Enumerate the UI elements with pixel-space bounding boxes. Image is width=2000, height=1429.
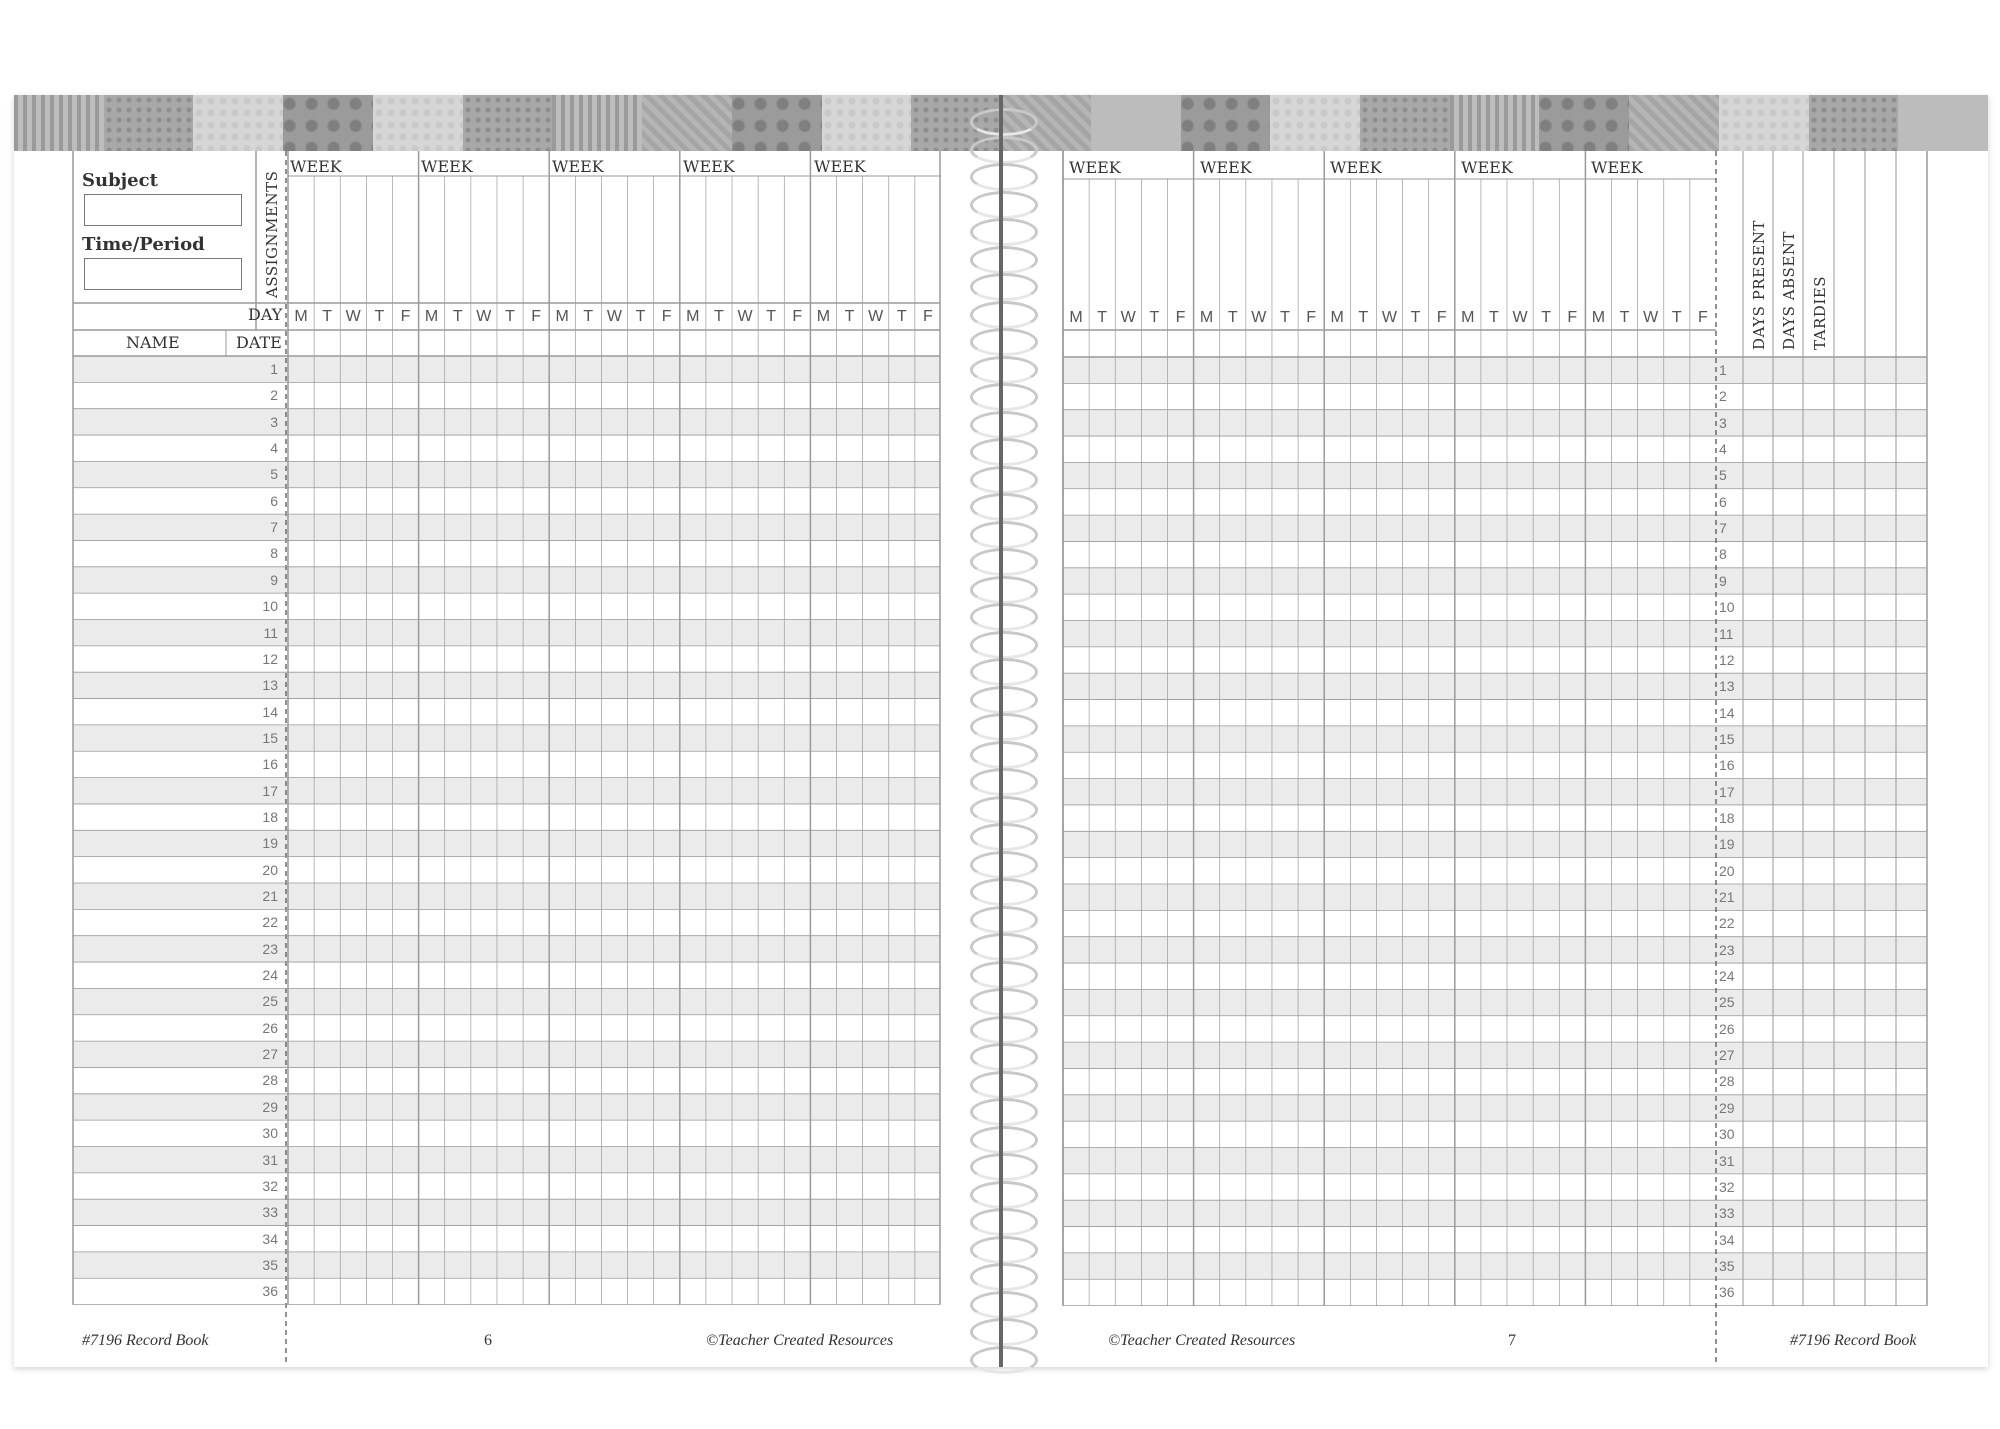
day-letter: M — [1330, 309, 1344, 326]
day-letter: W — [1512, 309, 1528, 326]
spiral-ring — [970, 108, 1038, 136]
spiral-ring — [970, 1126, 1038, 1154]
table-row — [1063, 1148, 1927, 1174]
table-row — [1063, 1095, 1927, 1121]
left-week-label-3: WEEK — [552, 157, 604, 176]
row-number: 3 — [270, 413, 278, 430]
table-row — [1063, 621, 1927, 647]
spiral-ring — [970, 796, 1038, 824]
row-number: 23 — [1719, 941, 1735, 958]
row-number: 36 — [262, 1283, 278, 1300]
day-letter: W — [1381, 309, 1397, 326]
day-letter: T — [766, 308, 777, 325]
day-letter: M — [424, 308, 439, 325]
subject-field[interactable] — [84, 194, 242, 226]
row-number: 7 — [270, 519, 278, 536]
row-number: 8 — [1719, 546, 1727, 563]
day-letter: F — [1567, 309, 1578, 326]
day-letter: F — [922, 308, 933, 325]
time-period-field[interactable] — [84, 258, 242, 290]
spiral-ring — [970, 631, 1038, 659]
row-number: 12 — [262, 650, 278, 667]
right-week-label-5: WEEK — [1591, 158, 1643, 177]
row-number: 28 — [1719, 1073, 1735, 1090]
row-number: 10 — [1719, 599, 1735, 616]
day-letter: T — [1671, 309, 1682, 326]
day-letter: T — [1227, 309, 1238, 326]
right-week-label-1: WEEK — [1069, 158, 1121, 177]
spiral-ring — [970, 273, 1038, 301]
spiral-ring — [970, 961, 1038, 989]
row-number: 13 — [1719, 678, 1735, 695]
day-letter: W — [1120, 309, 1136, 326]
row-number: 34 — [1719, 1231, 1735, 1248]
spiral-ring — [970, 411, 1038, 439]
spiral-ring — [970, 1071, 1038, 1099]
row-number: 26 — [1719, 1020, 1735, 1037]
row-number: 32 — [262, 1177, 278, 1194]
row-number: 3 — [1719, 414, 1727, 431]
row-number: 24 — [262, 967, 278, 984]
left-page-number: 6 — [484, 1332, 492, 1349]
spiral-ring — [970, 163, 1038, 191]
table-row — [1063, 568, 1927, 594]
right-footer-copyright: ©Teacher Created Resources — [1108, 1332, 1296, 1349]
left-week-label-4: WEEK — [683, 157, 735, 176]
row-number: 22 — [262, 914, 278, 931]
row-number: 23 — [262, 940, 278, 957]
day-letter: F — [400, 308, 411, 325]
row-number: 14 — [262, 703, 278, 720]
spine-fold — [999, 95, 1003, 1367]
time-period-label: Time/Period — [82, 234, 205, 255]
spiral-ring — [970, 1236, 1038, 1264]
day-letter: T — [452, 308, 463, 325]
table-row — [1063, 515, 1927, 541]
table-row — [1063, 937, 1927, 963]
day-letter: F — [1175, 309, 1186, 326]
day-letter: F — [1697, 309, 1708, 326]
spiral-ring — [970, 658, 1038, 686]
table-row — [1063, 831, 1927, 857]
right-page-number: 7 — [1508, 1332, 1516, 1349]
row-number: 13 — [262, 677, 278, 694]
day-letter: W — [606, 308, 622, 325]
spiral-ring — [970, 1016, 1038, 1044]
table-row — [1063, 673, 1927, 699]
table-row — [1063, 779, 1927, 805]
table-row — [1063, 989, 1927, 1015]
day-letter: W — [476, 308, 492, 325]
spiral-ring — [970, 1263, 1038, 1291]
spiral-ring — [970, 356, 1038, 384]
right-footer-book: #7196 Record Book — [1790, 1332, 1917, 1349]
spiral-ring — [970, 191, 1038, 219]
spiral-ring — [970, 1208, 1038, 1236]
right-week-label-2: WEEK — [1200, 158, 1252, 177]
day-letter: T — [1410, 309, 1421, 326]
row-number: 14 — [1719, 704, 1735, 721]
table-row — [1063, 1200, 1927, 1226]
row-number: 20 — [262, 861, 278, 878]
left-week-label-1: WEEK — [290, 157, 342, 176]
day-letter: T — [1541, 309, 1552, 326]
row-number: 22 — [1719, 915, 1735, 932]
row-number: 24 — [1719, 968, 1735, 985]
day-letter: W — [1643, 309, 1659, 326]
name-label: NAME — [126, 333, 180, 352]
day-letter: W — [1251, 309, 1267, 326]
spiral-ring — [970, 328, 1038, 356]
spiral-ring — [970, 576, 1038, 604]
row-number: 16 — [1719, 757, 1735, 774]
left-footer-copyright: ©Teacher Created Resources — [706, 1332, 894, 1349]
row-number: 25 — [1719, 994, 1735, 1011]
row-number: 25 — [262, 993, 278, 1010]
day-letter: W — [737, 308, 753, 325]
day-letter: M — [555, 308, 569, 325]
spiral-ring — [970, 823, 1038, 851]
row-number: 30 — [1719, 1126, 1735, 1143]
day-letter: T — [583, 308, 594, 325]
assignments-label: ASSIGNMENTS — [263, 170, 281, 298]
spiral-ring — [970, 851, 1038, 879]
day-letter: F — [531, 308, 541, 325]
left-week-label-2: WEEK — [421, 157, 473, 176]
day-letter: M — [1199, 309, 1214, 326]
row-number: 18 — [262, 808, 278, 825]
spiral-ring — [970, 713, 1038, 741]
spiral-ring — [970, 301, 1038, 329]
spiral-ring — [970, 1098, 1038, 1126]
row-number: 29 — [262, 1098, 278, 1115]
day-letter: W — [345, 308, 361, 325]
spiral-ring — [970, 218, 1038, 246]
date-label: DATE — [236, 333, 282, 352]
row-number: 11 — [263, 624, 278, 641]
row-number: 27 — [1719, 1047, 1735, 1064]
right-week-label-4: WEEK — [1461, 158, 1513, 177]
spiral-ring — [970, 383, 1038, 411]
row-number: 29 — [1719, 1099, 1735, 1116]
spiral-ring — [970, 1291, 1038, 1319]
day-letter: T — [635, 308, 646, 325]
day-letter: M — [816, 308, 831, 325]
row-number: 6 — [1719, 493, 1727, 510]
row-number: 5 — [1719, 467, 1727, 484]
spiral-ring — [970, 521, 1038, 549]
spiral-ring — [970, 1346, 1038, 1374]
spiral-ring — [970, 1181, 1038, 1209]
spiral-ring — [970, 988, 1038, 1016]
row-number: 15 — [1719, 730, 1735, 747]
spiral-ring — [970, 1153, 1038, 1181]
day-letter: T — [1619, 309, 1630, 326]
spiral-ring — [970, 768, 1038, 796]
row-number: 17 — [1719, 783, 1735, 800]
row-number: 10 — [262, 598, 278, 615]
spiral-ring — [970, 878, 1038, 906]
day-letter: T — [896, 308, 907, 325]
row-number: 34 — [262, 1230, 278, 1247]
spiral-ring — [970, 686, 1038, 714]
row-number: 31 — [262, 1151, 278, 1168]
day-letter: T — [1149, 309, 1160, 326]
row-number: 1 — [1719, 362, 1727, 378]
subject-label: Subject — [82, 170, 158, 191]
days-present-label: DAYS PRESENT — [1750, 220, 1768, 350]
spiral-ring — [970, 1043, 1038, 1071]
row-number: 17 — [262, 782, 278, 799]
day-letter: T — [322, 308, 332, 325]
row-number: 35 — [1719, 1257, 1735, 1274]
table-row — [1063, 410, 1927, 436]
day-letter: M — [294, 308, 308, 325]
spiral-ring — [970, 438, 1038, 466]
row-number: 35 — [262, 1256, 278, 1273]
row-number: 7 — [1719, 520, 1727, 537]
left-week-label-5: WEEK — [814, 157, 866, 176]
table-row — [1063, 726, 1927, 752]
right-week-label-3: WEEK — [1330, 158, 1382, 177]
row-number: 6 — [270, 492, 278, 509]
row-number: 21 — [1719, 889, 1735, 905]
spiral-ring — [970, 603, 1038, 631]
spiral-ring — [970, 906, 1038, 934]
row-number: 4 — [270, 440, 278, 457]
day-letter: T — [1489, 309, 1499, 326]
row-number: 2 — [270, 387, 278, 404]
row-number: 20 — [1719, 862, 1735, 879]
day-letter: T — [844, 308, 855, 325]
row-number: 5 — [270, 466, 278, 483]
row-number: 28 — [262, 1072, 278, 1089]
row-number: 31 — [1719, 1152, 1735, 1169]
row-number: 27 — [262, 1046, 278, 1063]
spiral-ring — [970, 493, 1038, 521]
day-letter: F — [661, 308, 672, 325]
day-letter: T — [374, 308, 385, 325]
day-letter: T — [1280, 309, 1290, 326]
table-row — [1063, 1042, 1927, 1068]
row-number: 30 — [262, 1125, 278, 1142]
row-number: 19 — [262, 835, 278, 852]
row-number: 19 — [1719, 836, 1735, 853]
left-footer-book: #7196 Record Book — [82, 1332, 209, 1349]
spiral-ring — [970, 466, 1038, 494]
row-number: 15 — [262, 729, 278, 746]
spiral-ring — [970, 548, 1038, 576]
table-row — [1063, 462, 1927, 488]
day-letter: T — [505, 308, 515, 325]
row-number: 9 — [1719, 572, 1727, 589]
row-number: 21 — [262, 888, 278, 904]
row-number: 36 — [1719, 1284, 1735, 1301]
days-absent-label: DAYS ABSENT — [1780, 231, 1798, 350]
table-row — [1063, 884, 1927, 910]
spiral-ring — [970, 933, 1038, 961]
day-label: DAY — [248, 305, 283, 324]
day-letter: T — [714, 308, 724, 325]
day-letter: T — [1097, 309, 1107, 326]
row-number: 18 — [1719, 809, 1735, 826]
day-letter: F — [1436, 309, 1447, 326]
row-number: 4 — [1719, 441, 1727, 458]
row-number: 12 — [1719, 651, 1735, 668]
spiral-ring — [970, 136, 1038, 164]
row-number: 33 — [1719, 1205, 1735, 1222]
spiral-ring — [970, 1318, 1038, 1346]
spiral-ring — [970, 246, 1038, 274]
table-row — [1063, 357, 1927, 383]
day-letter: M — [1591, 309, 1606, 326]
day-letter: F — [1306, 309, 1316, 326]
row-number: 2 — [1719, 388, 1727, 405]
row-number: 1 — [270, 361, 278, 377]
tardies-label: TARDIES — [1811, 276, 1829, 350]
row-number: 16 — [262, 756, 278, 773]
day-letter: T — [1358, 309, 1369, 326]
day-letter: F — [792, 308, 803, 325]
day-letter: M — [1461, 309, 1475, 326]
day-letter: M — [1069, 309, 1083, 326]
table-row — [1063, 1253, 1927, 1279]
row-number: 33 — [262, 1204, 278, 1221]
row-number: 11 — [1719, 625, 1734, 642]
day-letter: W — [868, 308, 884, 325]
row-number: 32 — [1719, 1178, 1735, 1195]
spiral-ring — [970, 741, 1038, 769]
row-number: 8 — [270, 545, 278, 562]
day-letter: M — [686, 308, 700, 325]
row-number: 26 — [262, 1019, 278, 1036]
row-number: 9 — [270, 571, 278, 588]
